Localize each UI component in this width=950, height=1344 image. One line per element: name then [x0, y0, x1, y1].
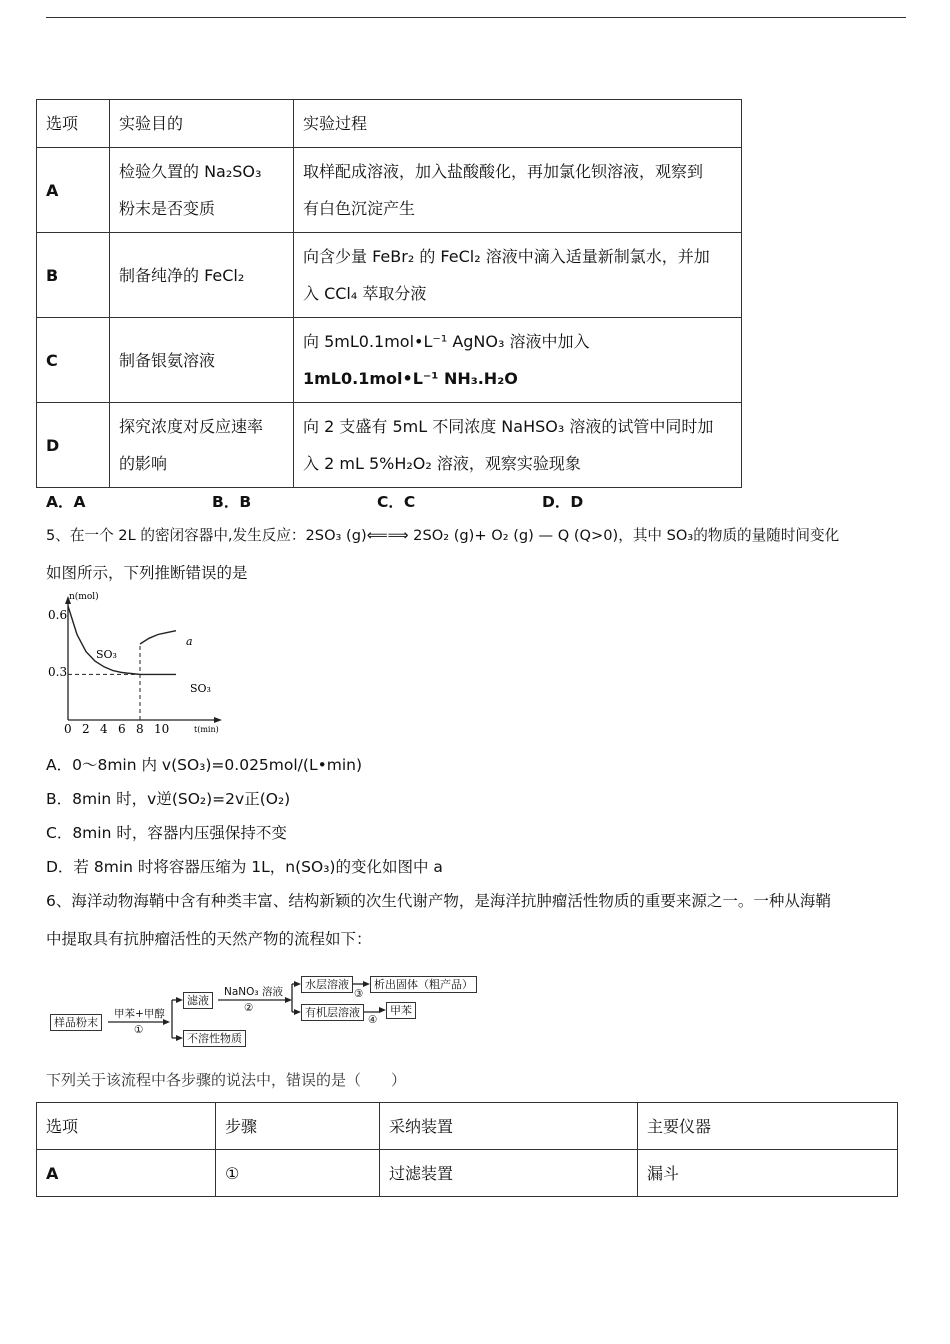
flowchart — [46, 962, 486, 1054]
table-row — [37, 318, 742, 403]
so3-graph — [44, 590, 234, 740]
x-tick-label: 8 — [136, 722, 144, 736]
process-cell — [294, 318, 742, 403]
experiment-table — [36, 99, 742, 488]
choice-c[interactable]: C．C — [377, 493, 416, 511]
x-ticks — [64, 722, 169, 736]
x-tick-label: 10 — [154, 722, 170, 736]
table-header-row — [37, 100, 742, 148]
header-cell: 实验目的 — [110, 100, 294, 148]
table-row — [37, 1150, 898, 1197]
flow-aqueous-box: 水层溶液 — [301, 976, 353, 993]
steps-table — [36, 1102, 898, 1197]
x-tick-label: 6 — [118, 722, 126, 736]
x-tick-label: 2 — [82, 722, 90, 736]
purpose-line: 制备银氨溶液 — [119, 350, 216, 370]
option-cell: A — [37, 1150, 216, 1197]
process-line: 入 2 mL 5%H₂O₂ 溶液，观察实验现象 — [303, 454, 581, 473]
process-line: 向含少量 FeBr₂ 的 FeCl₂ 溶液中滴入适量新制氯水，并加 — [303, 247, 710, 266]
flow-filtrate-box: 滤液 — [183, 992, 213, 1009]
q5-option-d[interactable]: D．若 8min 时将容器压缩为 1L，n(SO₃)的变化如图中 a — [46, 858, 443, 876]
step-cell: ① — [216, 1150, 380, 1197]
q5-option-c[interactable]: C．8min 时，容器内压强保持不变 — [46, 824, 287, 842]
y-tick-label: 0.6 — [48, 608, 68, 622]
process-line: 向 2 支盛有 5mL 不同浓度 NaHSO₃ 溶液的试管中同时加 — [303, 417, 714, 436]
instrument-cell: 漏斗 — [638, 1150, 898, 1197]
table-row — [37, 403, 742, 488]
flow-insoluble-box: 不溶性物质 — [183, 1030, 246, 1047]
q6-stem-line1: 6、海洋动物海鞘中含有种类丰富、结构新颖的次生代谢产物，是海洋抗肿瘤活性物质的重要来源之一。一种从海鞘 — [46, 892, 831, 910]
flow-nano3-label: NaNO₃ 溶液 — [224, 986, 283, 998]
purpose-line: 制备纯净的 FeCl₂ — [119, 265, 245, 285]
q6-question: 下列关于该流程中各步骤的说法中，错误的是（ ） — [46, 1071, 407, 1089]
purpose-cell — [110, 318, 294, 403]
table-row — [37, 148, 742, 233]
choice-d[interactable]: D．D — [542, 493, 584, 511]
y-tick-label: 0.3 — [48, 665, 68, 679]
flow-sample-box: 样品粉末 — [50, 1014, 102, 1031]
flow-step4-label: ④ — [368, 1014, 378, 1026]
table-row — [37, 233, 742, 318]
x-axis-arrow — [214, 717, 222, 723]
process-cell — [294, 403, 742, 488]
purpose-cell — [110, 233, 294, 318]
header-cell: 采纳装置 — [380, 1103, 638, 1150]
header-cell: 选项 — [37, 1103, 216, 1150]
purpose-line: 的影响 — [119, 454, 168, 473]
flow-step2-label: ② — [244, 1002, 254, 1014]
process-line: 入 CCl₄ 萃取分液 — [303, 284, 427, 303]
q5-option-a[interactable]: A．0～8min 内 v(SO₃)=0.025mol/(L•min) — [46, 756, 363, 774]
option-cell: A — [37, 148, 110, 233]
flow-solvent-label: 甲苯+甲醇 — [114, 1008, 165, 1020]
option-cell: C — [37, 318, 110, 403]
flow-solid-box: 析出固体（粗产品） — [370, 976, 477, 993]
x-tick-label: 4 — [100, 722, 108, 736]
curve-a-label: a — [186, 635, 193, 648]
purpose-cell — [110, 403, 294, 488]
process-cell — [294, 233, 742, 318]
q5-stem-line1: 5、在一个 2L 的密闭容器中,发生反应：2SO₃ (g)⟸⟹ 2SO₂ (g)+ O₂ (g) — Q (Q>0)，其中 SO₃的物质的量随时间变化 — [46, 527, 840, 544]
flow-organic-box: 有机层溶液 — [301, 1004, 364, 1021]
flow-step3-label: ③ — [354, 988, 364, 1000]
table-header-row — [37, 1103, 898, 1150]
process-line: 有白色沉淀产生 — [303, 199, 416, 218]
choice-b[interactable]: B．B — [212, 493, 252, 511]
header-cell: 主要仪器 — [638, 1103, 898, 1150]
y-axis-label: n(mol) — [69, 592, 99, 602]
x-axis-label: t(min) — [194, 725, 219, 734]
process-cell — [294, 148, 742, 233]
flow-step1-label: ① — [134, 1024, 144, 1036]
x-tick-label: 0 — [64, 722, 72, 736]
flow-toluene-box: 甲苯 — [386, 1002, 416, 1019]
purpose-line: 检验久置的 Na₂SO₃ — [119, 162, 262, 181]
header-cell: 步骤 — [216, 1103, 380, 1150]
q6-stem-line2: 中提取具有抗肿瘤活性的天然产物的流程如下： — [46, 930, 372, 948]
q5-option-b[interactable]: B．8min 时，v逆(SO₂)=2v正(O₂) — [46, 790, 291, 808]
purpose-cell — [110, 148, 294, 233]
device-cell: 过滤装置 — [380, 1150, 638, 1197]
so3-line-label: SO₃ — [190, 682, 211, 695]
header-cell: 实验过程 — [294, 100, 742, 148]
process-line: 向 5mL0.1mol•L⁻¹ AgNO₃ 溶液中加入 — [303, 332, 590, 351]
q5-stem-line2: 如图所示，下列推断错误的是 — [46, 564, 248, 582]
option-cell: D — [37, 403, 110, 488]
process-line: 取样配成溶液，加入盐酸酸化，再加氯化钡溶液，观察到 — [303, 162, 704, 181]
top-rule — [46, 17, 906, 18]
so3-curve — [68, 606, 176, 674]
option-cell: B — [37, 233, 110, 318]
purpose-line: 粉末是否变质 — [119, 199, 216, 218]
process-line: 1mL0.1mol•L⁻¹ NH₃.H₂O — [303, 369, 518, 388]
header-cell: 选项 — [37, 100, 110, 148]
purpose-line: 探究浓度对反应速率 — [119, 417, 264, 436]
so3-curve-label: SO₃ — [96, 648, 117, 661]
curve-a — [140, 631, 176, 644]
choice-a[interactable]: A．A — [46, 493, 86, 511]
